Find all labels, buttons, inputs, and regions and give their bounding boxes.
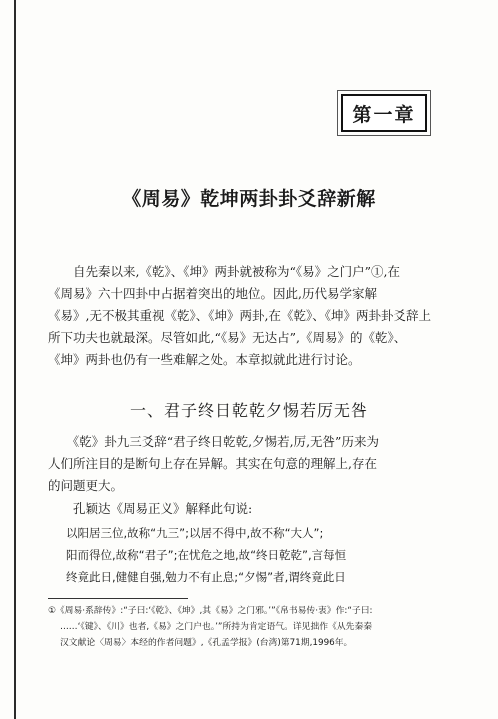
text-line: 自先秦以来,《乾》、《坤》两卦就被称为“《易》之门户”①,在: [48, 264, 400, 279]
chapter-label: 第一章: [341, 94, 427, 132]
block-quote: [66, 522, 450, 588]
text-line: 的问题更大。: [48, 478, 124, 493]
text-line: 《乾》卦九三爻辞“君子终日乾乾,夕惕若,厉,无咎”历来为: [48, 434, 379, 449]
text-line: 所下功夫也就最深。尽管如此,“《易》无达占”,《周易》的《乾》、: [48, 330, 407, 345]
quote-line: 阳而得位,故称“君子”;在忧危之地,故“终日乾乾”,言每恒: [66, 548, 347, 562]
text-line: 《坤》两卦也仍有一些难解之处。本章拟就此进行讨论。: [48, 352, 361, 367]
chapter-title: 《周易》乾坤两卦卦爻辞新解: [122, 188, 376, 210]
quote-line: 以阳居三位,故称“九三”;以居不得中,故不称“大人”;: [66, 526, 324, 540]
text-line: 《周易》六十四卦中占据着突出的地位。因此,历代易学家解: [48, 286, 377, 301]
page-binding-edge: [14, 0, 16, 719]
text-line: 孔颖达《周易正义》解释此句说:: [48, 501, 253, 516]
text-line: 《易》,无不极其重视《乾》、《坤》两卦,在《乾》、《坤》两卦卦爻辞上: [48, 308, 431, 323]
footnote: [48, 603, 452, 651]
section-title: 一、君子终日乾乾夕惕若厉无咎: [129, 401, 368, 420]
intro-paragraph: [48, 261, 448, 371]
footnote-divider: [48, 598, 188, 599]
kong-paragraph: [48, 498, 448, 520]
footnote-line: ……‘《键》、《川》也者,《易》之门户也。’”所持为肯定语气。详见拙作《从先秦秦: [60, 622, 373, 632]
quote-line: 终竟此日,健健自强,勉力不有止息;“夕惕”者,谓终竟此日: [66, 570, 346, 584]
section-paragraph: [48, 431, 448, 497]
footnote-line: 汉文献论〈周易〉本经的作者问题》,《孔孟学报》(台湾)第71期,1996年。: [60, 638, 353, 648]
text-line: 人们所注目的是断句上存在异解。其实在句意的理解上,存在: [48, 456, 377, 471]
footnote-line: ①《周易·系辞传》:“子曰:‘《乾》、《坤》,其《易》之门邪。’”《帛书易传·衷》作:“子曰:: [48, 606, 373, 616]
